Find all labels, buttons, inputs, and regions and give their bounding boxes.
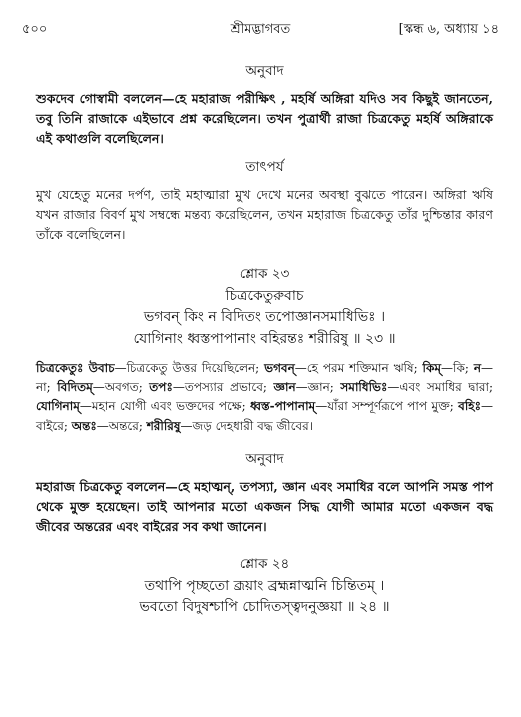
page-number: ৫০০ — [22, 22, 48, 37]
section-reference: [স্কন্ধ ৬, অধ্যায় ১৪ — [398, 22, 499, 37]
translation-text: শুকদেব গোস্বামী বললেন—হে মহারাজ পরীক্ষিৎ , মহর্ষি অঙ্গিরা যদিও সব কিছুই জানতেন, তবু তিনি রাজাকে এইভাবে প্রশ্ন করেছিলেন। তখন পুত্রার্থী রাজা চিত্রকেতু মহর্ষি অঙ্গিরাকে এই কথাগুলি বলেছিলেন। — [36, 91, 493, 146]
synonym-term: বহিঃ — [458, 399, 481, 414]
verse-23-heading: শ্লোক ২৩ — [239, 265, 290, 282]
synonym-meaning: —অবগত; — [92, 380, 150, 394]
synonym-term: ধ্বস্ত-পাপানাম্ — [250, 399, 316, 414]
synonym-meaning: —জ্ঞান; — [295, 380, 341, 394]
synonym-term: ন — [473, 360, 481, 375]
synonym-term: অন্তঃ — [71, 418, 97, 433]
synonym-meaning: —যাঁরা সম্পূর্ণরূপে পাপ মুক্ত; — [315, 399, 459, 414]
verse-24-heading: শ্লোক ২৪ — [239, 555, 290, 572]
synonym-meaning: —অন্তরে; — [96, 418, 147, 433]
synonym-term: যোগিনাম্ — [36, 399, 80, 414]
translation-text: মহারাজ চিত্রকেতু বললেন—হে মহাত্মন্, তপস্যা, জ্ঞান এবং সমাধির বলে আপনি সমস্ত পাপ থেকে মুক্ত হয়েছেন। তাই আপনার মতো একজন সিদ্ধ যোগী আমার মতো একজন বদ্ধ জীবের অন্তরের এবং বাইরের সব কথা জানেন। — [36, 479, 493, 534]
synonym-term: তপঃ — [149, 380, 173, 394]
synonym-meaning: —না; — [36, 360, 493, 394]
synonym-meaning: —বাইরে; — [36, 399, 493, 433]
synonym-term: চিত্রকেতুঃ উবাচ — [36, 360, 115, 375]
synonym-meaning: —কি; — [441, 360, 474, 375]
translation-heading: অনুবাদ — [245, 63, 284, 79]
verse-23-speaker: চিত্রকেতুরুবাচ — [225, 287, 304, 304]
synonym-meaning: —চিত্রকেতু উত্তর দিয়েছিলেন; — [114, 360, 265, 375]
verse-24-line-2: ভবতো বিদুষশ্চাপি চোদিতস্ত্বদনুজ্ঞয়া ॥ ২৪ ॥ — [139, 599, 390, 616]
synonym-meaning: —হে পরম শক্তিমান ঋষি; — [294, 360, 423, 375]
synonyms-23 — [36, 359, 493, 437]
synonym-meaning: —তপস্যার প্রভাবে; — [172, 380, 274, 394]
synonym-term: সমাধিভিঃ — [340, 380, 388, 394]
verse-23-line-2: যোগিনাং ধ্বস্তপাপানাং বহিরন্তঃ শরীরিষু ॥ ২৩ ॥ — [133, 330, 396, 347]
synonym-meaning: —মহান যোগী এবং ভক্তদের পক্ষে; — [79, 399, 250, 414]
purport-text: মুখ যেহেতু মনের দর্পণ, তাই মহাত্মারা মুখ দেখে মনের অবস্থা বুঝতে পারেন। অঙ্গিরা ঋষি যখন রাজার বিবর্ণ মুখ সম্বন্ধে মন্তব্য করেছিলেন, তখন মহারাজ চিত্রকেতু তাঁর দুশ্চিন্তার কারণ তাঁকে বলেছিলেন। — [36, 187, 493, 242]
purport-heading: তাৎপর্য — [245, 159, 284, 176]
translation-heading: অনুবাদ — [245, 451, 284, 468]
verse-24-line-1: তথাপি পৃচ্ছতো ব্রূয়াং ব্রহ্মন্নাত্মনি চিন্তিতম্ । — [144, 577, 385, 594]
synonym-meaning: —এবং সমাধির দ্বারা; — [387, 380, 493, 394]
page-header — [22, 20, 499, 40]
verse-23-line-1: ভগবন্ কিং ন বিদিতং তপোজ্ঞানসমাধিভিঃ । — [143, 309, 386, 326]
synonym-term: বিদিতম্ — [57, 380, 93, 394]
page-content — [36, 60, 493, 619]
synonym-term: শরীরিষু — [146, 418, 181, 433]
synonym-term: জ্ঞান — [273, 380, 296, 394]
book-title: শ্রীমদ্ভাগবত — [230, 22, 291, 37]
synonym-term: ভগবন্ — [264, 360, 295, 375]
synonym-term: কিম্ — [422, 360, 442, 375]
synonym-meaning: —জড় দেহধারী বদ্ধ জীবের। — [180, 418, 314, 433]
